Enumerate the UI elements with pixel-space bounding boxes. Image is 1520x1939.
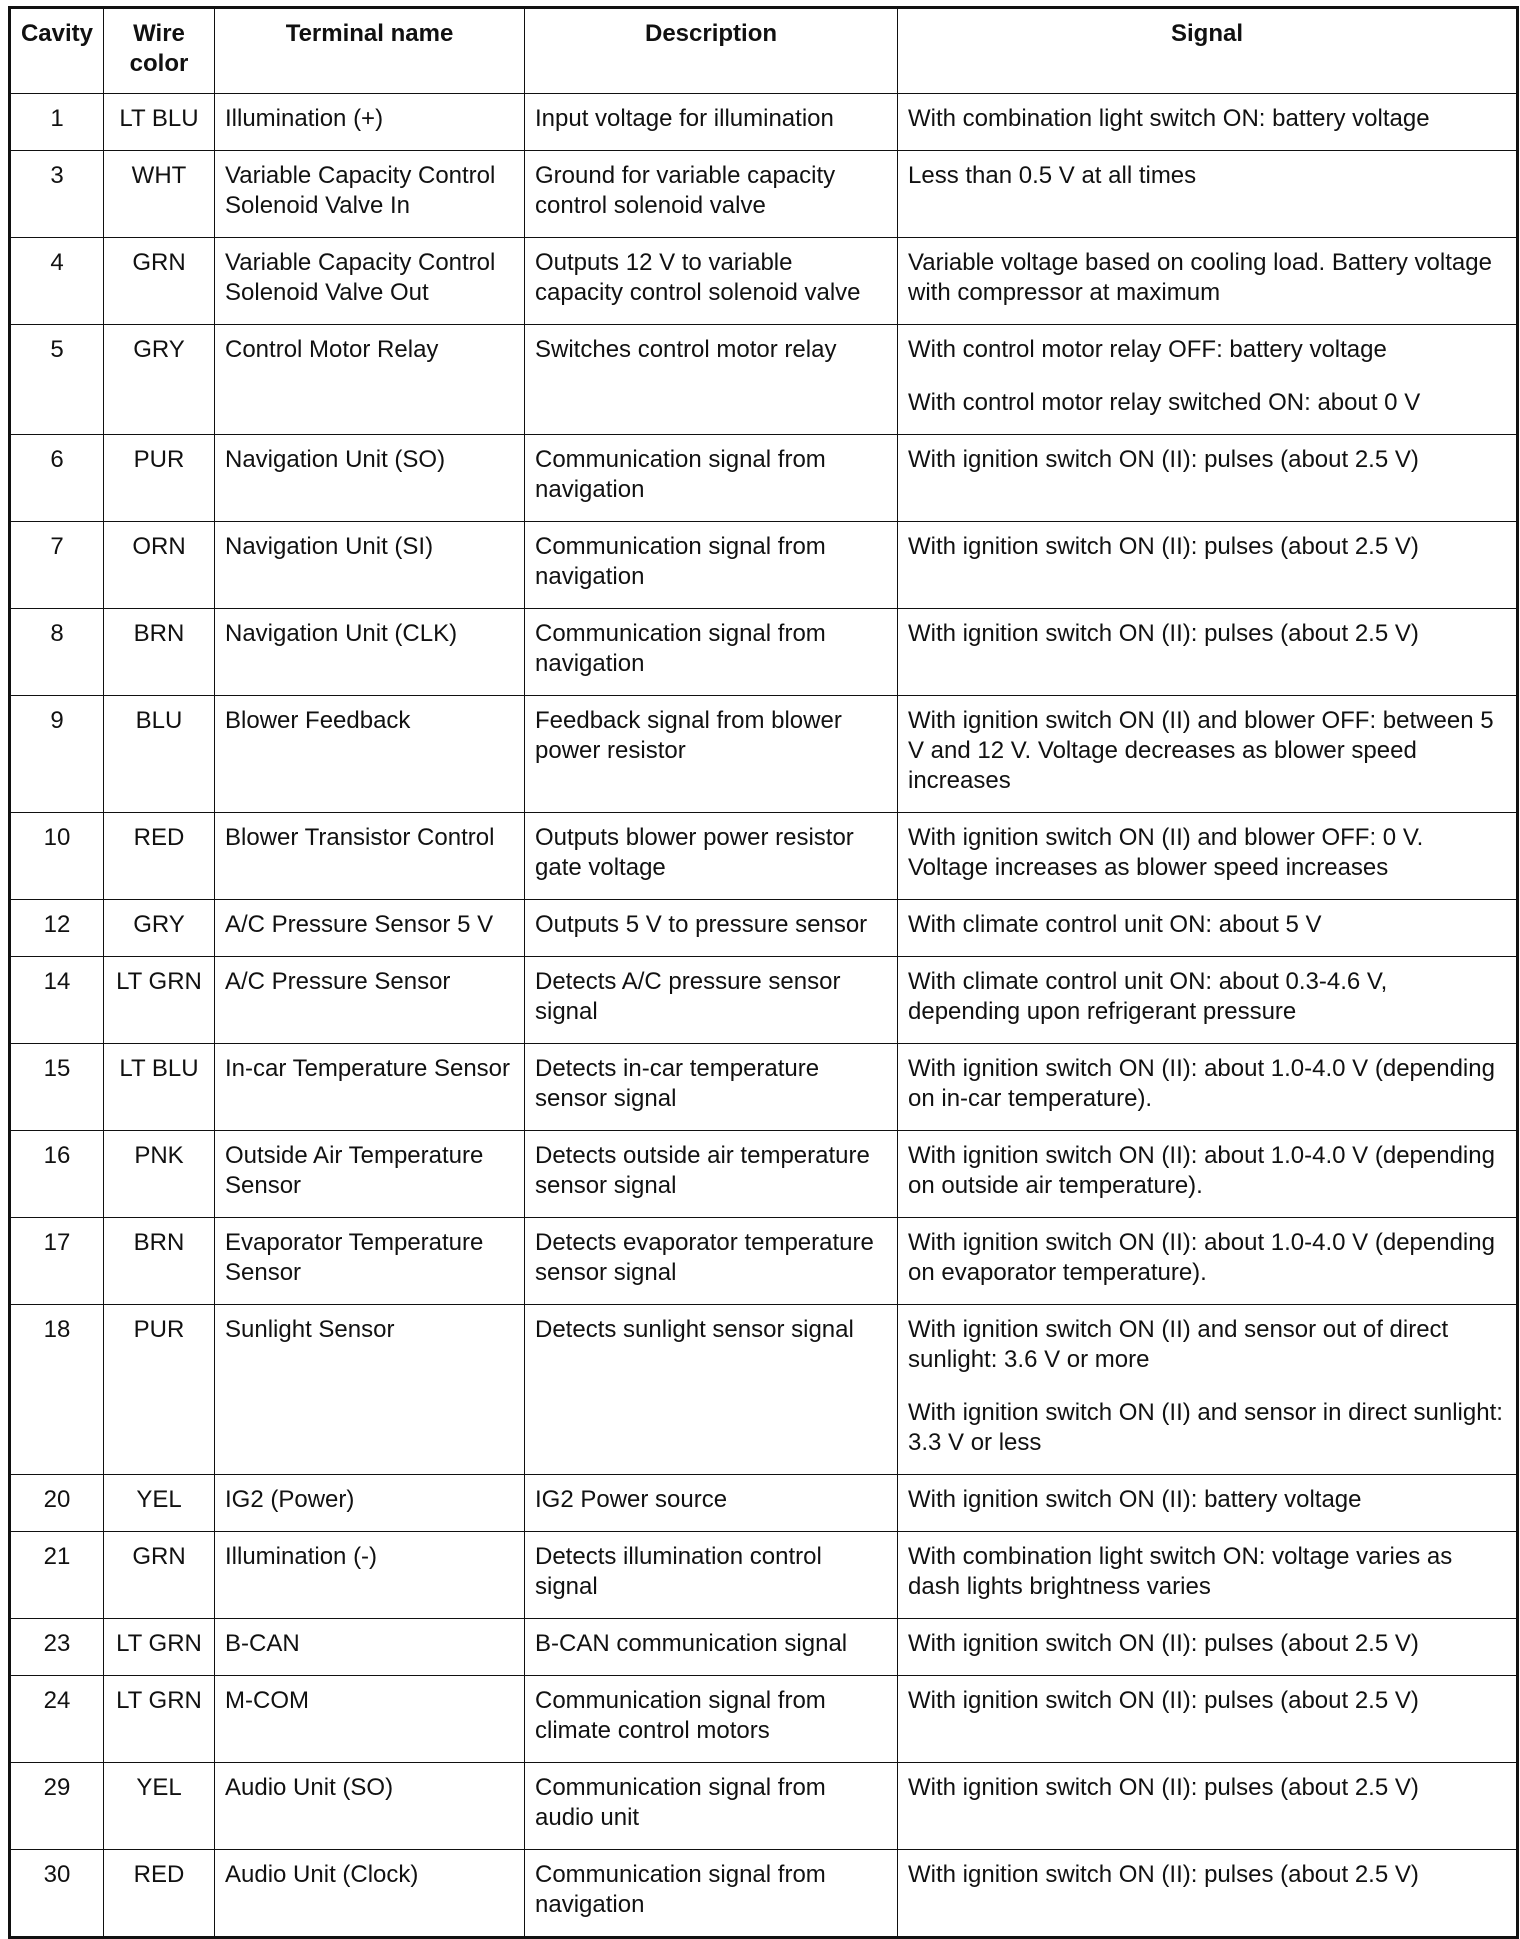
- description-cell: Detects outside air temperature sensor signal: [525, 1131, 898, 1218]
- wire-color-cell: YEL: [104, 1763, 215, 1850]
- cavity-cell: 9: [10, 696, 104, 813]
- table-row: [10, 1305, 1518, 1475]
- terminal-name-cell: Control Motor Relay: [215, 325, 525, 435]
- description-cell: B-CAN communication signal: [525, 1619, 898, 1676]
- wire-color-cell: YEL: [104, 1475, 215, 1532]
- table-row: [10, 1532, 1518, 1619]
- signal-cell: [898, 1532, 1518, 1619]
- terminal-name-cell: Evaporator Temperature Sensor: [215, 1218, 525, 1305]
- terminal-name-cell: Blower Transistor Control: [215, 813, 525, 900]
- table-row: [10, 325, 1518, 435]
- signal-cell: [898, 325, 1518, 435]
- description-cell: Communication signal from navigation: [525, 609, 898, 696]
- wire-color-cell: PUR: [104, 1305, 215, 1475]
- table-row: [10, 813, 1518, 900]
- signal-line: With ignition switch ON (II): pulses (about 2.5 V): [908, 1687, 1419, 1714]
- description-cell: Communication signal from audio unit: [525, 1763, 898, 1850]
- signal-cell: [898, 94, 1518, 151]
- description-cell: Communication signal from climate control motors: [525, 1676, 898, 1763]
- terminal-name-cell: Audio Unit (SO): [215, 1763, 525, 1850]
- signal-line: With ignition switch ON (II) and blower OFF: between 5 V and 12 V. Voltage decreases as blower speed increases: [908, 707, 1494, 794]
- signal-cell: [898, 522, 1518, 609]
- wire-color-cell: BRN: [104, 1218, 215, 1305]
- cavity-cell: 8: [10, 609, 104, 696]
- wire-color-cell: RED: [104, 1850, 215, 1938]
- table-row: [10, 435, 1518, 522]
- cavity-cell: 3: [10, 151, 104, 238]
- table-row: [10, 696, 1518, 813]
- signal-cell: [898, 1044, 1518, 1131]
- wire-color-cell: LT GRN: [104, 957, 215, 1044]
- signal-line: With ignition switch ON (II): pulses (about 2.5 V): [908, 533, 1419, 560]
- signal-cell: [898, 1131, 1518, 1218]
- table-row: [10, 1676, 1518, 1763]
- wire-color-cell: BRN: [104, 609, 215, 696]
- table-row: [10, 1850, 1518, 1938]
- cavity-cell: 18: [10, 1305, 104, 1475]
- terminal-name-cell: B-CAN: [215, 1619, 525, 1676]
- wire-color-cell: LT GRN: [104, 1619, 215, 1676]
- terminal-name-cell: Sunlight Sensor: [215, 1305, 525, 1475]
- signal-line: With ignition switch ON (II): pulses (about 2.5 V): [908, 1774, 1419, 1801]
- header-wire-color: Wire color: [104, 8, 215, 94]
- cavity-cell: 10: [10, 813, 104, 900]
- header-description: Description: [525, 8, 898, 94]
- terminal-table: [8, 6, 1519, 1939]
- table-row: [10, 900, 1518, 957]
- table-row: [10, 1619, 1518, 1676]
- signal-line: With combination light switch ON: voltage varies as dash lights brightness varies: [908, 1543, 1453, 1600]
- description-cell: Outputs blower power resistor gate voltage: [525, 813, 898, 900]
- terminal-name-cell: Navigation Unit (SI): [215, 522, 525, 609]
- wire-color-cell: GRY: [104, 325, 215, 435]
- wire-color-cell: LT BLU: [104, 1044, 215, 1131]
- signal-line: With ignition switch ON (II): pulses (about 2.5 V): [908, 620, 1419, 647]
- description-cell: Communication signal from navigation: [525, 435, 898, 522]
- description-cell: IG2 Power source: [525, 1475, 898, 1532]
- signal-line: With control motor relay OFF: battery voltage: [908, 336, 1387, 363]
- signal-cell: [898, 957, 1518, 1044]
- description-cell: Detects evaporator temperature sensor signal: [525, 1218, 898, 1305]
- signal-cell: [898, 1475, 1518, 1532]
- table-row: [10, 1044, 1518, 1131]
- signal-line: With control motor relay switched ON: about 0 V: [908, 389, 1421, 416]
- cavity-cell: 21: [10, 1532, 104, 1619]
- description-cell: Outputs 5 V to pressure sensor: [525, 900, 898, 957]
- signal-cell: [898, 609, 1518, 696]
- header-signal: Signal: [898, 8, 1518, 94]
- table-row: [10, 94, 1518, 151]
- cavity-cell: 17: [10, 1218, 104, 1305]
- wire-color-cell: LT BLU: [104, 94, 215, 151]
- wire-color-cell: GRN: [104, 1532, 215, 1619]
- signal-cell: [898, 813, 1518, 900]
- description-cell: Switches control motor relay: [525, 325, 898, 435]
- terminal-name-cell: Navigation Unit (SO): [215, 435, 525, 522]
- description-cell: Detects A/C pressure sensor signal: [525, 957, 898, 1044]
- cavity-cell: 20: [10, 1475, 104, 1532]
- wire-color-cell: GRY: [104, 900, 215, 957]
- signal-line: With ignition switch ON (II) and sensor out of direct sunlight: 3.6 V or more: [908, 1316, 1449, 1373]
- signal-cell: [898, 696, 1518, 813]
- signal-line: Less than 0.5 V at all times: [908, 162, 1197, 189]
- table-row: [10, 1131, 1518, 1218]
- signal-cell: [898, 1218, 1518, 1305]
- wire-color-cell: PNK: [104, 1131, 215, 1218]
- header-terminal-name: Terminal name: [215, 8, 525, 94]
- cavity-cell: 6: [10, 435, 104, 522]
- header-cavity: Cavity: [10, 8, 104, 94]
- wire-color-cell: RED: [104, 813, 215, 900]
- header-row: [10, 8, 1518, 94]
- wire-color-cell: LT GRN: [104, 1676, 215, 1763]
- signal-line: With ignition switch ON (II): about 1.0-4.0 V (depending on outside air temperature).: [908, 1142, 1495, 1199]
- signal-line: With ignition switch ON (II): about 1.0-4.0 V (depending on in-car temperature).: [908, 1055, 1495, 1112]
- description-cell: Ground for variable capacity control solenoid valve: [525, 151, 898, 238]
- cavity-cell: 12: [10, 900, 104, 957]
- table-row: [10, 1218, 1518, 1305]
- signal-line: With ignition switch ON (II): battery voltage: [908, 1486, 1362, 1513]
- terminal-name-cell: A/C Pressure Sensor: [215, 957, 525, 1044]
- table-row: [10, 1763, 1518, 1850]
- terminal-name-cell: Blower Feedback: [215, 696, 525, 813]
- terminal-name-cell: Variable Capacity Control Solenoid Valve In: [215, 151, 525, 238]
- signal-cell: [898, 151, 1518, 238]
- signal-line: Variable voltage based on cooling load. Battery voltage with compressor at maximum: [908, 249, 1492, 306]
- signal-line: With ignition switch ON (II) and blower OFF: 0 V. Voltage increases as blower speed increases: [908, 824, 1424, 881]
- signal-line: With ignition switch ON (II): pulses (about 2.5 V): [908, 1861, 1419, 1888]
- table-row: [10, 151, 1518, 238]
- table-row: [10, 238, 1518, 325]
- description-cell: Detects in-car temperature sensor signal: [525, 1044, 898, 1131]
- terminal-name-cell: Variable Capacity Control Solenoid Valve Out: [215, 238, 525, 325]
- description-cell: Communication signal from navigation: [525, 1850, 898, 1938]
- table-body: [10, 94, 1518, 1938]
- description-cell: Detects illumination control signal: [525, 1532, 898, 1619]
- cavity-cell: 30: [10, 1850, 104, 1938]
- terminal-name-cell: Illumination (+): [215, 94, 525, 151]
- description-cell: Outputs 12 V to variable capacity control solenoid valve: [525, 238, 898, 325]
- table-row: [10, 957, 1518, 1044]
- signal-cell: [898, 435, 1518, 522]
- signal-line: With ignition switch ON (II): pulses (about 2.5 V): [908, 446, 1419, 473]
- cavity-cell: 29: [10, 1763, 104, 1850]
- terminal-name-cell: IG2 (Power): [215, 1475, 525, 1532]
- signal-cell: [898, 238, 1518, 325]
- terminal-name-cell: Audio Unit (Clock): [215, 1850, 525, 1938]
- signal-cell: [898, 900, 1518, 957]
- signal-cell: [898, 1850, 1518, 1938]
- wire-color-cell: ORN: [104, 522, 215, 609]
- terminal-name-cell: A/C Pressure Sensor 5 V: [215, 900, 525, 957]
- signal-line: With combination light switch ON: battery voltage: [908, 105, 1430, 132]
- signal-cell: [898, 1305, 1518, 1475]
- description-cell: Communication signal from navigation: [525, 522, 898, 609]
- cavity-cell: 24: [10, 1676, 104, 1763]
- cavity-cell: 14: [10, 957, 104, 1044]
- wire-color-cell: GRN: [104, 238, 215, 325]
- signal-line: With climate control unit ON: about 0.3-4.6 V, depending upon refrigerant pressure: [908, 968, 1388, 1025]
- cavity-cell: 16: [10, 1131, 104, 1218]
- terminal-name-cell: M-COM: [215, 1676, 525, 1763]
- cavity-cell: 15: [10, 1044, 104, 1131]
- signal-cell: [898, 1763, 1518, 1850]
- table-row: [10, 522, 1518, 609]
- cavity-cell: 5: [10, 325, 104, 435]
- signal-line: With ignition switch ON (II): about 1.0-4.0 V (depending on evaporator temperature).: [908, 1229, 1495, 1286]
- signal-line: With ignition switch ON (II): pulses (about 2.5 V): [908, 1630, 1419, 1657]
- signal-cell: [898, 1676, 1518, 1763]
- cavity-cell: 4: [10, 238, 104, 325]
- terminal-table-container: [8, 6, 1516, 1939]
- terminal-name-cell: Outside Air Temperature Sensor: [215, 1131, 525, 1218]
- table-row: [10, 609, 1518, 696]
- description-cell: Feedback signal from blower power resistor: [525, 696, 898, 813]
- description-cell: Detects sunlight sensor signal: [525, 1305, 898, 1475]
- wire-color-cell: PUR: [104, 435, 215, 522]
- terminal-name-cell: Navigation Unit (CLK): [215, 609, 525, 696]
- wire-color-cell: WHT: [104, 151, 215, 238]
- terminal-name-cell: In-car Temperature Sensor: [215, 1044, 525, 1131]
- cavity-cell: 7: [10, 522, 104, 609]
- cavity-cell: 1: [10, 94, 104, 151]
- signal-line: With climate control unit ON: about 5 V: [908, 911, 1322, 938]
- terminal-name-cell: Illumination (-): [215, 1532, 525, 1619]
- cavity-cell: 23: [10, 1619, 104, 1676]
- description-cell: Input voltage for illumination: [525, 94, 898, 151]
- wire-color-cell: BLU: [104, 696, 215, 813]
- signal-line: With ignition switch ON (II) and sensor in direct sunlight: 3.3 V or less: [908, 1399, 1503, 1456]
- table-header: [10, 8, 1518, 94]
- signal-cell: [898, 1619, 1518, 1676]
- table-row: [10, 1475, 1518, 1532]
